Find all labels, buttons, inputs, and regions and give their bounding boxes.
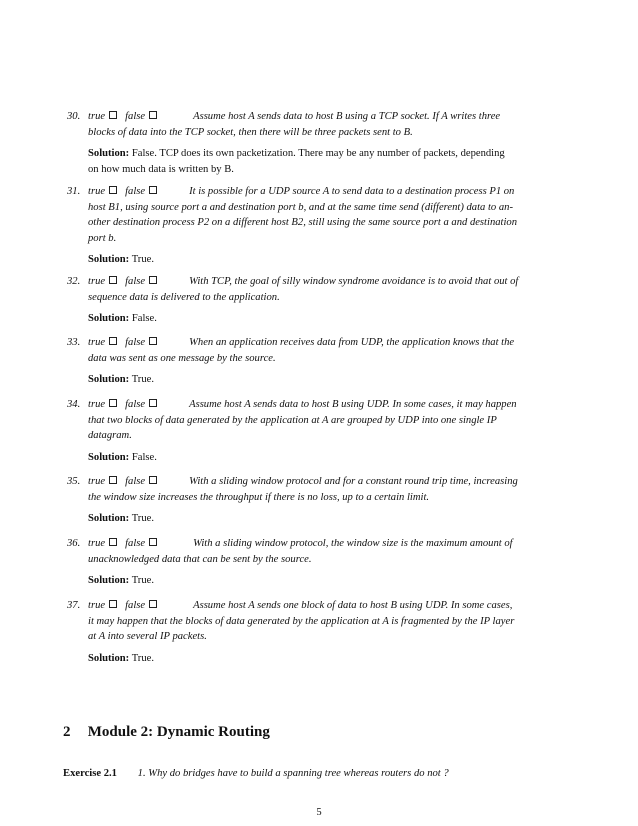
- question-35: [67, 474, 549, 527]
- solution-label: Solution:: [88, 513, 130, 524]
- true-label: true: [88, 476, 106, 487]
- question-number: 33.: [67, 337, 81, 348]
- question-statement: Assume host A sends one block of data to host B using UDP. In some cases,: [193, 600, 513, 611]
- solution: [67, 311, 549, 327]
- question-30: [67, 109, 549, 177]
- question-31: [67, 184, 549, 268]
- true-checkbox[interactable]: [109, 476, 117, 484]
- question-statement: With a sliding window protocol and for a constant round trip time, increasing: [189, 476, 518, 487]
- true-label: true: [88, 276, 106, 287]
- solution-text: True.: [131, 575, 154, 586]
- question-36: [67, 536, 549, 589]
- true-label: true: [88, 111, 106, 122]
- true-checkbox[interactable]: [109, 399, 117, 407]
- solution-label: Solution:: [88, 451, 130, 463]
- true-label: true: [88, 399, 106, 410]
- solution: [67, 573, 549, 589]
- question-number: 30.: [67, 111, 81, 122]
- false-checkbox[interactable]: [149, 476, 157, 484]
- question-statement: With a sliding window protocol, the window size is the maximum amount of: [193, 538, 513, 549]
- false-label: false: [125, 276, 146, 287]
- true-checkbox[interactable]: [109, 337, 117, 345]
- question-statement: at A into several IP packets.: [88, 631, 207, 642]
- question-statement: Assume host A sends data to host B using UDP. In some cases, it may happen: [189, 399, 517, 410]
- solution: [67, 651, 549, 667]
- question-statement: blocks of data into the TCP socket, then there will be three packets sent to B.: [88, 126, 413, 138]
- false-label: false: [125, 337, 146, 348]
- question-statement: With TCP, the goal of silly window syndrome avoidance is to avoid that out of: [189, 276, 519, 287]
- true-checkbox[interactable]: [109, 600, 117, 608]
- false-label: false: [125, 399, 146, 410]
- true-label: true: [88, 600, 106, 611]
- question-statement: When an application receives data from UDP, the application knows that the: [189, 337, 515, 348]
- false-label: false: [125, 476, 146, 487]
- false-label: false: [125, 600, 146, 611]
- question-number: 35.: [67, 476, 81, 487]
- solution-label: Solution:: [88, 254, 130, 265]
- question-statement: host B1, using source port a and destination port b, and at the same time send (different) data to an-: [88, 201, 513, 213]
- question-statement: it may happen that the blocks of data generated by the application at A is fragmented by the IP layer: [88, 615, 515, 627]
- true-checkbox[interactable]: [109, 276, 117, 284]
- question-statement: other destination process P2 on a different host B2, still using the same source port a and destination: [88, 217, 518, 228]
- true-label: true: [88, 538, 106, 549]
- question-statement: that two blocks of data generated by the application at A are grouped by UDP into one single IP: [88, 414, 497, 426]
- question-statement: unacknowledged data that can be sent by the source.: [88, 553, 312, 565]
- solution-text: False.: [131, 313, 157, 324]
- false-checkbox[interactable]: [149, 337, 157, 345]
- false-label: false: [125, 186, 146, 197]
- solution-label: Solution:: [88, 313, 130, 324]
- true-label: true: [88, 186, 106, 197]
- question-37: [67, 598, 549, 666]
- question-number: 37.: [67, 600, 81, 611]
- false-checkbox[interactable]: [149, 111, 157, 119]
- exercise-question: 1. Why do bridges have to build a spanning tree whereas routers do not ?: [137, 768, 449, 779]
- section-title: Module 2: Dynamic Routing: [87, 724, 270, 740]
- false-checkbox[interactable]: [149, 186, 157, 194]
- question-statement: sequence data is delivered to the application.: [88, 291, 280, 303]
- section-heading: [63, 724, 270, 741]
- solution-text: False.: [131, 451, 157, 463]
- solution-text: True.: [131, 513, 154, 524]
- solution-label: Solution:: [88, 652, 130, 664]
- solution-text: False. TCP does its own packetization. There may be any number of packets, depending: [131, 148, 505, 159]
- false-label: false: [125, 111, 146, 122]
- false-checkbox[interactable]: [149, 600, 157, 608]
- question-statement: It is possible for a UDP source A to send data to a destination process P1 on: [189, 186, 515, 197]
- false-checkbox[interactable]: [149, 399, 157, 407]
- solution-text: on how much data is written by B.: [88, 163, 234, 175]
- solution: [67, 252, 549, 268]
- question-statement: port b.: [88, 232, 117, 244]
- page-number: 5: [316, 807, 322, 818]
- question-statement: data was sent as one message by the source.: [88, 352, 276, 364]
- solution-text: True.: [131, 374, 154, 385]
- solution-label: Solution:: [88, 575, 130, 586]
- question-34: [67, 397, 549, 465]
- question-33: [67, 335, 549, 388]
- solution-text: True.: [131, 652, 154, 664]
- solution: [67, 450, 549, 466]
- question-statement: Assume host A sends data to host B using a TCP socket. If A writes three: [193, 111, 501, 122]
- exercise-2-1: [63, 768, 449, 779]
- solution: [67, 146, 549, 177]
- question-number: 36.: [67, 538, 81, 549]
- question-statement: the window size increases the throughput if there is no loss, up to a certain limit.: [88, 491, 430, 503]
- solution: [67, 511, 549, 527]
- question-statement: datagram.: [88, 430, 132, 441]
- question-number: 32.: [67, 276, 81, 287]
- solution: [67, 372, 549, 388]
- true-label: true: [88, 337, 106, 348]
- solution-label: Solution:: [88, 374, 130, 385]
- true-checkbox[interactable]: [109, 538, 117, 546]
- true-checkbox[interactable]: [109, 111, 117, 119]
- solution-label: Solution:: [88, 148, 130, 159]
- false-checkbox[interactable]: [149, 276, 157, 284]
- false-label: false: [125, 538, 146, 549]
- question-number: 31.: [67, 186, 81, 197]
- exercise-label: Exercise 2.1: [63, 768, 117, 779]
- solution-text: True.: [131, 254, 154, 265]
- section-number: 2: [63, 724, 71, 740]
- false-checkbox[interactable]: [149, 538, 157, 546]
- question-32: [67, 274, 549, 327]
- question-number: 34.: [67, 399, 81, 410]
- true-checkbox[interactable]: [109, 186, 117, 194]
